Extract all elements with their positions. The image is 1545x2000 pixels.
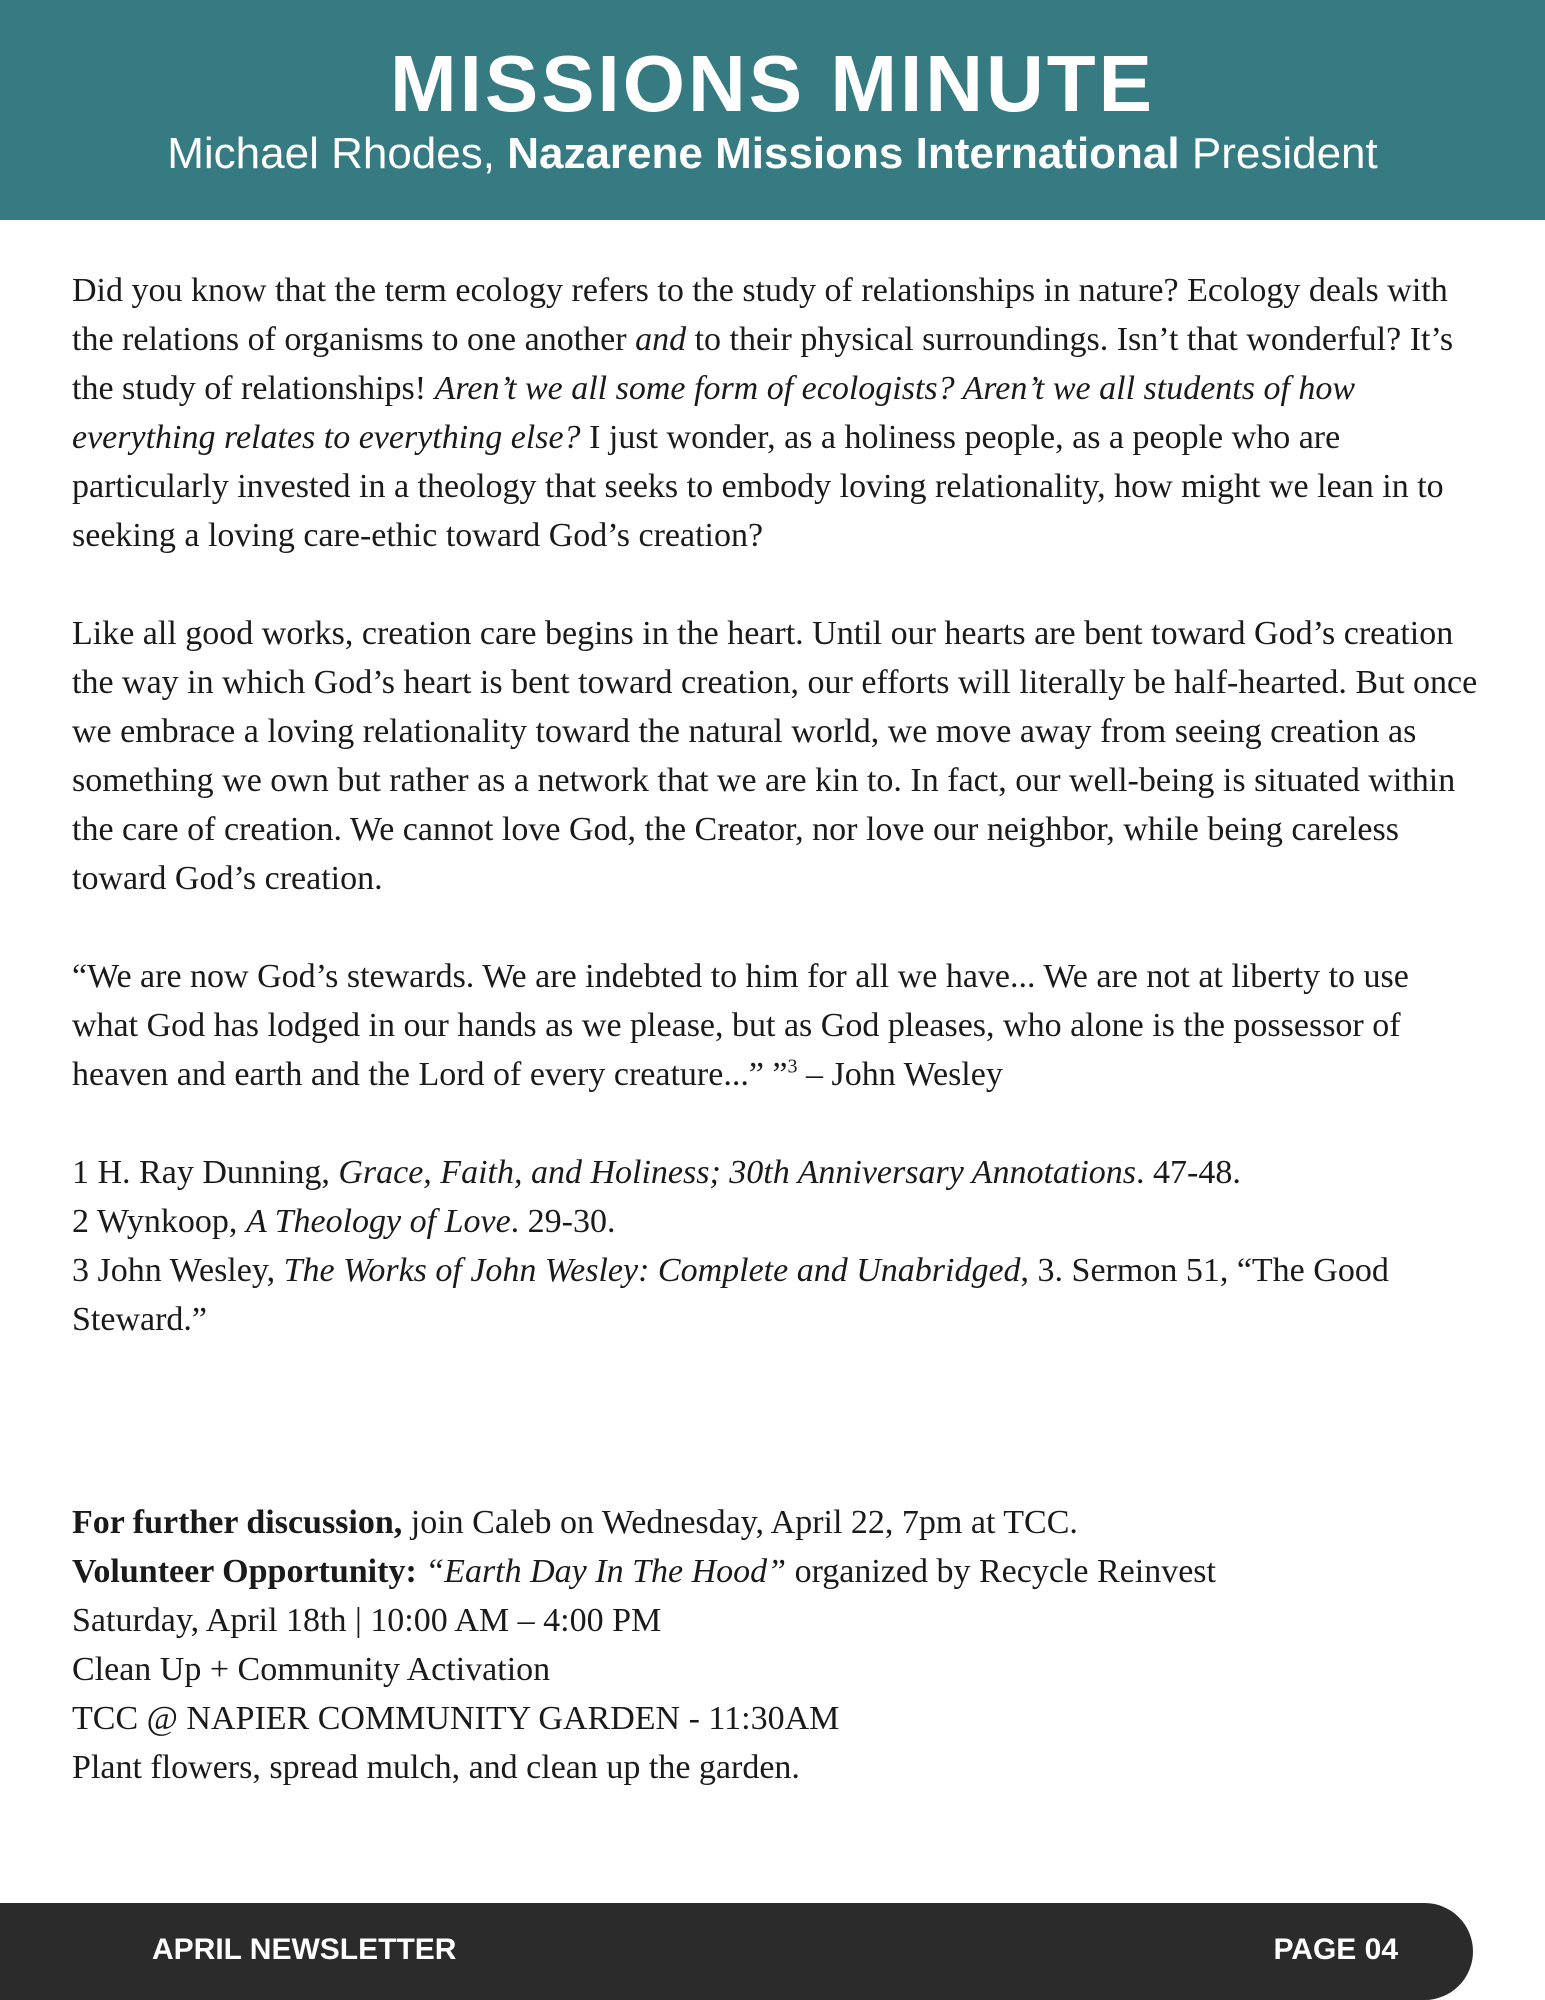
page-number: PAGE 04 — [1273, 1933, 1398, 1966]
event-tasks: Plant flowers, spread mulch, and clean up the garden. — [72, 1749, 800, 1786]
article-body — [72, 266, 1482, 1344]
paragraph-1-emphasis-b: Aren’t we all some form of ecologists? Aren’t we all students of how everything relates to everything else? — [72, 370, 1356, 456]
page-footer — [0, 1903, 1473, 2000]
reference-prefix: 1 H. Ray Dunning, — [72, 1154, 339, 1191]
event-location: TCC @ NAPIER COMMUNITY GARDEN - 11:30AM — [72, 1700, 840, 1737]
wesley-quote — [72, 952, 1482, 1099]
reference-suffix: . 29-30. — [510, 1203, 616, 1240]
reference-suffix: , 3. Sermon 51, “The Good Steward.” — [72, 1252, 1389, 1338]
paragraph-1 — [72, 266, 1482, 560]
reference-prefix: 3 John Wesley, — [72, 1252, 284, 1289]
paragraph-1-text-b: to their physical surroundings. Isn’t that wonderful? It’s the study of relationships! — [72, 321, 1454, 407]
organization-name: Nazarene Missions International — [507, 129, 1180, 178]
newsletter-label: APRIL NEWSLETTER — [152, 1933, 457, 1966]
reference-item — [72, 1148, 1482, 1197]
reference-title: A Theology of Love — [245, 1203, 511, 1240]
paragraph-2: Like all good works, creation care begins in the heart. Until our hearts are bent toward God’s creation the way in which God’s heart is bent toward creation, our efforts will literally be half-hearted. But once we embrace a loving relationality toward the natural world, we move away from seeing creation as something we own but rather as a network that we are kin to. In fact, our well-being is situated within the care of creation. We cannot love God, the Creator, nor love our neighbor, while being careless toward God’s creation. — [72, 615, 1478, 897]
quote-attribution: – John Wesley — [797, 1056, 1003, 1093]
discussion-label: For further discussion, — [72, 1504, 403, 1541]
page-header — [0, 0, 1545, 220]
paragraph-1-text-c: I just wonder, as a holiness people, as a people who are particularly invested in a theology that seeks to embody loving relationality, how might we lean in to seeking a loving care-ethic toward God’s creation? — [72, 419, 1444, 554]
page-title: MISSIONS MINUTE — [389, 39, 1156, 128]
reference-prefix: 2 Wynkoop, — [72, 1203, 246, 1240]
author-role: President — [1191, 129, 1378, 178]
volunteer-org: organized by Recycle Reinvest — [786, 1553, 1216, 1590]
volunteer-title: “Earth Day In The Hood” — [416, 1553, 787, 1590]
volunteer-label: Volunteer Opportunity: — [72, 1553, 417, 1590]
quote-text: “We are now God’s stewards. We are indebted to him for all we have... We are not at liberty to use what God has lodged in our hands as we please, but as God pleases, who alone is the possessor of heaven and earth and the Lord of every creature...” ” — [72, 958, 1409, 1093]
reference-suffix: . 47-48. — [1136, 1154, 1241, 1191]
discussion-line — [72, 1498, 1482, 1547]
event-info — [72, 1498, 1482, 1792]
volunteer-line — [72, 1547, 1482, 1596]
paragraph-1-emphasis-a: and — [635, 321, 687, 358]
quote-footnote-marker: 3 — [787, 1055, 798, 1078]
event-activity: Clean Up + Community Activation — [72, 1651, 551, 1688]
reference-title: The Works of John Wesley: Complete and Unabridged — [283, 1252, 1021, 1289]
author-name: Michael Rhodes, — [167, 129, 495, 178]
reference-item — [72, 1246, 1482, 1344]
reference-title: Grace, Faith, and Holiness; 30th Anniversary Annotations — [338, 1154, 1137, 1191]
reference-item — [72, 1197, 1482, 1246]
references-list — [72, 1148, 1482, 1344]
discussion-text: join Caleb on Wednesday, April 22, 7pm at TCC. — [402, 1504, 1078, 1541]
event-date: Saturday, April 18th | 10:00 AM – 4:00 PM — [72, 1602, 662, 1639]
page-subtitle — [0, 124, 1545, 184]
paragraph-1-text-a: Did you know that the term ecology refers to the study of relationships in nature? Ecology deals with the relations of organisms to one another — [72, 272, 1448, 358]
